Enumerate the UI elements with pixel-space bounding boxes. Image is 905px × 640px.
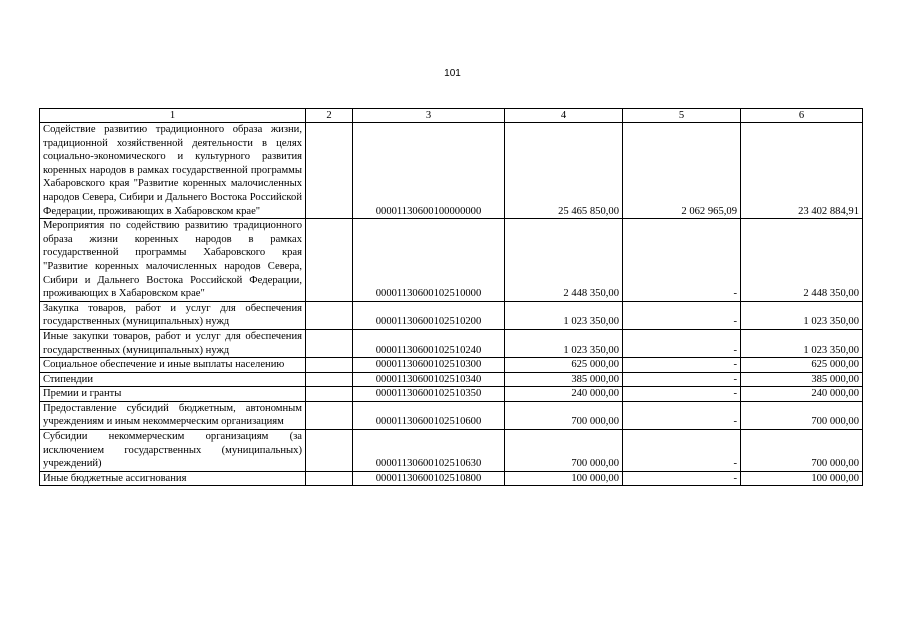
row-code: 00001130600102510240 [353,329,505,357]
table-row [40,401,863,429]
row-description: Содействие развитию традиционного образа жизни, традиционной хозяйственной деятельности в целях социально-экономического и культурного развития коренных народов в рамках государственной программы Хабаровского края "Развитие коренных малочисленных народов Севера, Сибири и Дальнего Востока Российской Федерации, проживающих в Хабаровском крае" [40,123,306,219]
row-col2 [306,123,353,219]
row-description: Социальное обеспечение и иные выплаты населению [40,358,306,373]
row-col4: 700 000,00 [505,430,623,472]
row-col2 [306,358,353,373]
row-col5: - [623,471,741,486]
row-code: 00001130600102510300 [353,358,505,373]
row-col6: 700 000,00 [741,401,863,429]
row-description: Стипендии [40,372,306,387]
table-row [40,430,863,472]
header-cell-1: 1 [40,109,306,123]
row-col4: 100 000,00 [505,471,623,486]
row-col5: - [623,329,741,357]
row-col5: - [623,219,741,302]
row-col6: 2 448 350,00 [741,219,863,302]
row-col6: 1 023 350,00 [741,329,863,357]
row-code: 00001130600102510000 [353,219,505,302]
row-col6: 23 402 884,91 [741,123,863,219]
row-col6: 240 000,00 [741,387,863,402]
row-description: Предоставление субсидий бюджетным, автономным учреждениям и иным некоммерческим организациям [40,401,306,429]
row-col2 [306,401,353,429]
table-row [40,219,863,302]
row-col2 [306,329,353,357]
header-cell-4: 4 [505,109,623,123]
row-col4: 1 023 350,00 [505,301,623,329]
row-description: Премии и гранты [40,387,306,402]
row-description: Субсидии некоммерческим организациям (за исключением государственных (муниципальных) учреждений) [40,430,306,472]
row-col6: 1 023 350,00 [741,301,863,329]
table-row [40,301,863,329]
row-code: 00001130600102510340 [353,372,505,387]
header-cell-6: 6 [741,109,863,123]
page-number: 101 [444,68,461,79]
row-description: Иные бюджетные ассигнования [40,471,306,486]
row-col6: 100 000,00 [741,471,863,486]
row-col2 [306,372,353,387]
table-row [40,471,863,486]
row-description: Закупка товаров, работ и услуг для обеспечения государственных (муниципальных) нужд [40,301,306,329]
row-code: 00001130600102510350 [353,387,505,402]
row-col4: 385 000,00 [505,372,623,387]
row-code: 00001130600102510200 [353,301,505,329]
row-col4: 2 448 350,00 [505,219,623,302]
row-code: 00001130600102510800 [353,471,505,486]
row-col4: 625 000,00 [505,358,623,373]
row-col5: - [623,301,741,329]
row-col6: 385 000,00 [741,372,863,387]
table-row [40,372,863,387]
row-col2 [306,430,353,472]
row-description: Иные закупки товаров, работ и услуг для обеспечения государственных (муниципальных) нужд [40,329,306,357]
row-col5: - [623,387,741,402]
row-code: 00001130600102510600 [353,401,505,429]
row-col2 [306,219,353,302]
table-row [40,358,863,373]
table-row [40,329,863,357]
row-code: 00001130600100000000 [353,123,505,219]
header-row [40,109,863,123]
row-col4: 700 000,00 [505,401,623,429]
table-body [40,109,863,486]
row-col4: 240 000,00 [505,387,623,402]
budget-table [39,108,863,486]
header-cell-5: 5 [623,109,741,123]
row-col6: 700 000,00 [741,430,863,472]
row-col2 [306,387,353,402]
row-col5: - [623,401,741,429]
table-row [40,123,863,219]
row-col2 [306,471,353,486]
row-col5: 2 062 965,09 [623,123,741,219]
row-code: 00001130600102510630 [353,430,505,472]
row-col5: - [623,358,741,373]
table-row [40,387,863,402]
header-cell-3: 3 [353,109,505,123]
row-col4: 1 023 350,00 [505,329,623,357]
row-col2 [306,301,353,329]
row-col5: - [623,430,741,472]
row-description: Мероприятия по содействию развитию традиционного образа жизни коренных народов в рамках государственной программы Хабаровского края "Развитие коренных малочисленных народов Севера, Сибири и Дальнего Востока Российской Федерации, проживающих в Хабаровском крае" [40,219,306,302]
header-cell-2: 2 [306,109,353,123]
row-col6: 625 000,00 [741,358,863,373]
row-col4: 25 465 850,00 [505,123,623,219]
row-col5: - [623,372,741,387]
